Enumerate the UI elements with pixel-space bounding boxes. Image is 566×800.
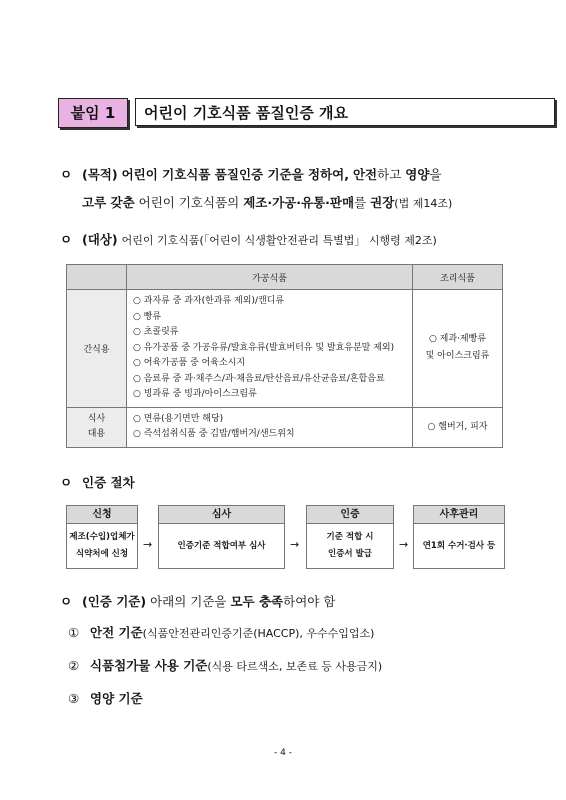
criteria-detail: (식용 타르색소, 보존료 등 사용금지) (207, 660, 383, 673)
table-header-row (67, 265, 503, 290)
step-body (306, 524, 394, 569)
row-label-line: 식사 (87, 414, 106, 424)
bullet-icon: ㅇ (60, 167, 73, 182)
attachment-tag: 붙임 1 (58, 98, 128, 128)
list-item: ○ 초콜릿류 (133, 327, 179, 337)
purpose-text-2: 하고 (377, 167, 402, 182)
criteria-title: 식품첨가물 사용 기준 (90, 658, 208, 673)
step-text: 제조(수입)업체가 (69, 532, 135, 542)
cooked-snack-cell (413, 290, 503, 408)
criteria-item-safety (68, 623, 374, 641)
criteria-detail: (식품안전관리인증기준(HACCP), 우수수입업소) (142, 627, 375, 640)
purpose-text-4: 어린이 기호식품의 (138, 195, 240, 210)
step-text: 기준 적합 시 (326, 532, 374, 542)
processed-snack-list (127, 290, 413, 408)
purpose-activities: 제조·가공·유통·판매 (243, 195, 355, 210)
arrow-icon: → (290, 538, 300, 551)
step-text: 인증기준 적합여부 심사 (177, 540, 266, 551)
step-apply (66, 505, 138, 573)
list-item: ○ 어육가공품 중 어육소시지 (133, 358, 246, 368)
row-label-meal (67, 407, 127, 447)
list-item: ○ 빵류 (133, 311, 162, 322)
step-head: 신청 (66, 505, 138, 524)
step-body (66, 524, 138, 569)
page-number: - 4 - (274, 748, 292, 758)
list-item: ○ 음료류 중 과·채주스/과·채음료/탄산음료/유산균음료/혼합음료 (133, 373, 385, 384)
number-icon: ② (68, 658, 80, 673)
number-icon: ① (68, 625, 80, 640)
list-item: ○ 즉석섭취식품 중 김밥/햄버거/샌드위치 (133, 429, 295, 439)
page-title: 어린이 기호식품 품질인증 개요 (135, 98, 555, 126)
list-item: ○ 과자류 중 과자(한과류 제외)/캔디류 (133, 296, 285, 306)
step-body (413, 524, 505, 569)
purpose-line-2 (82, 193, 452, 211)
step-head: 사후관리 (413, 505, 505, 524)
procedure-label: 인증 절차 (82, 475, 135, 490)
step-review (158, 505, 285, 573)
list-item: ○ 빙과류 중 빙과/아이스크림류 (133, 389, 257, 399)
purpose-law-ref: (법 제14조) (394, 197, 453, 210)
criteria-title: 안전 기준 (90, 625, 143, 640)
purpose-text-5: 를 (354, 195, 367, 210)
purpose-safety: 안전 (352, 167, 378, 182)
target-label: (대상) (82, 232, 118, 247)
step-body (158, 524, 285, 569)
table-row (67, 290, 503, 408)
target-text: 어린이 기호식품(「어린이 식생활안전관리 특별법」 시행령 제2조) (121, 234, 437, 247)
step-head: 인증 (306, 505, 394, 524)
arrow-icon: → (143, 538, 153, 551)
purpose-balanced: 고루 갖춘 (82, 195, 135, 210)
list-item: ○ 면류(용기면만 해당) (133, 413, 224, 424)
purpose-recommend: 권장 (370, 195, 395, 210)
row-label-line: 대용 (87, 429, 106, 439)
criteria-item-nutrition (68, 689, 143, 707)
criteria-text-1: 아래의 기준을 (150, 594, 227, 609)
bullet-icon: ㅇ (60, 594, 73, 609)
purpose-label: (목적) (82, 167, 118, 182)
row-label-snack: 간식용 (67, 290, 127, 408)
list-item: ○ 유가공품 중 가공유류/발효유류(발효버터유 및 발효유분말 제외) (133, 342, 395, 353)
table-header-processed: 가공식품 (127, 265, 413, 290)
step-certify (306, 505, 394, 573)
step-text: 연1회 수거·검사 등 (422, 540, 496, 551)
purpose-text-3: 을 (429, 167, 442, 182)
step-text: 식약처에 신청 (75, 549, 129, 559)
arrow-icon: → (399, 538, 409, 551)
procedure-heading (60, 473, 135, 491)
step-text: 인증서 발급 (327, 549, 372, 559)
table-header-cooked: 조리식품 (413, 265, 503, 290)
table-row (67, 407, 503, 447)
purpose-line-1 (60, 165, 442, 183)
step-aftercare (413, 505, 505, 573)
bullet-icon: ㅇ (60, 232, 73, 247)
criteria-all: 모두 충족 (230, 594, 284, 609)
step-head: 심사 (158, 505, 285, 524)
criteria-title: 영양 기준 (90, 691, 143, 706)
number-icon: ③ (68, 691, 80, 706)
list-item: 및 아이스크림류 (425, 351, 490, 362)
cooked-meal-cell: ○ 햄버거, 피자 (413, 407, 503, 447)
table-header-empty (67, 265, 127, 290)
food-category-table (66, 264, 503, 448)
bullet-icon: ㅇ (60, 475, 73, 490)
purpose-nutrition: 영양 (405, 167, 430, 182)
criteria-heading (60, 592, 335, 610)
processed-meal-list (127, 407, 413, 447)
criteria-item-additive (68, 656, 382, 674)
list-item: ○ 제과·제빵류 (428, 334, 487, 345)
purpose-text-1: 어린이 기호식품 품질인증 기준을 정하여, (121, 167, 349, 182)
procedure-flow (66, 505, 506, 575)
target-line (60, 230, 437, 248)
criteria-text-2: 하여야 함 (283, 594, 336, 609)
criteria-label: (인증 기준) (82, 594, 147, 609)
